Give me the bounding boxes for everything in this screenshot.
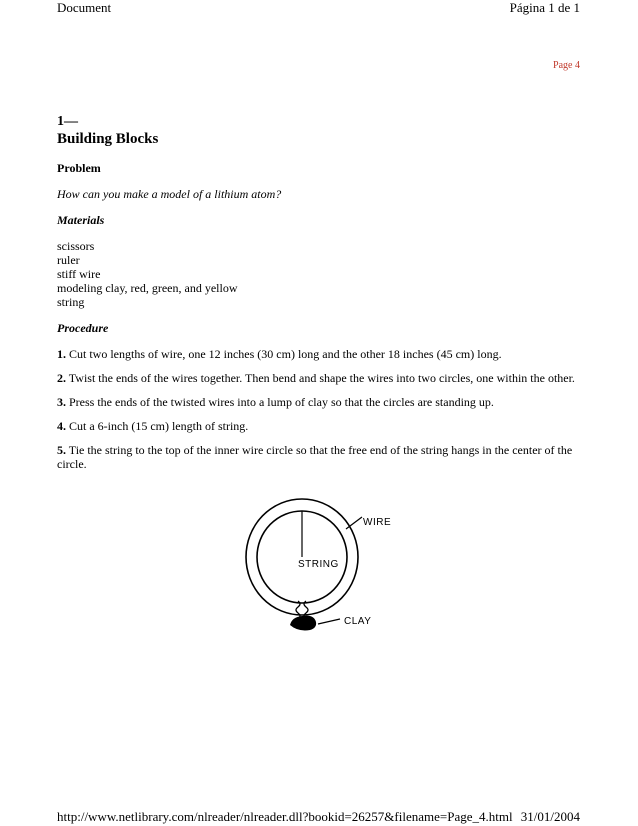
step-number: 4. [57,419,66,433]
clay-lump [290,616,316,631]
procedure-step [57,347,587,361]
list-item: modeling clay, red, green, and yellow [57,281,238,295]
procedure-step [57,371,587,385]
step-text: Cut a 6-inch (15 cm) length of string. [66,419,249,433]
atom-model-illustration [238,493,408,638]
step-text: Cut two lengths of wire, one 12 inches (30 cm) long and the other 18 inches (45 cm) long. [66,347,502,361]
step-text: Tie the string to the top of the inner wire circle so that the free end of the string hangs in the center of the circle. [57,443,573,471]
list-item: string [57,295,85,309]
step-number: 1. [57,347,66,361]
materials-heading: Materials [57,213,105,227]
problem-question: How can you make a model of a lithium atom? [57,187,282,201]
procedure-step [57,395,587,409]
page-link[interactable]: Page 4 [553,60,580,71]
string-label: STRING [298,559,339,570]
clay-pointer [318,619,340,624]
materials-list [57,239,587,309]
list-item: scissors [57,239,95,253]
step-text: Twist the ends of the wires together. Then bend and shape the wires into two circles, one within the other. [66,371,575,385]
print-footer-date: 31/01/2004 [520,809,580,824]
step-number: 3. [57,395,66,409]
clay-label: CLAY [344,616,372,627]
print-header-title: Document [57,0,112,15]
chapter-number: 1— [57,114,78,129]
procedure-heading: Procedure [57,321,109,335]
procedure-step [57,443,587,471]
page-title: Building Blocks [57,131,159,147]
print-footer-url: http://www.netlibrary.com/nlreader/nlreader.dll?bookid=26257&filename=Page_4.html [57,809,513,824]
step-text: Press the ends of the twisted wires into a lump of clay so that the circles are standing up. [66,395,494,409]
print-header-page-count: Página 1 de 1 [509,0,580,15]
document-body [57,113,587,481]
list-item: stiff wire [57,267,101,281]
procedure-step [57,419,587,433]
step-number: 5. [57,443,66,457]
step-number: 2. [57,371,66,385]
problem-heading: Problem [57,161,101,175]
wire-label: WIRE [363,517,392,528]
list-item: ruler [57,253,80,267]
